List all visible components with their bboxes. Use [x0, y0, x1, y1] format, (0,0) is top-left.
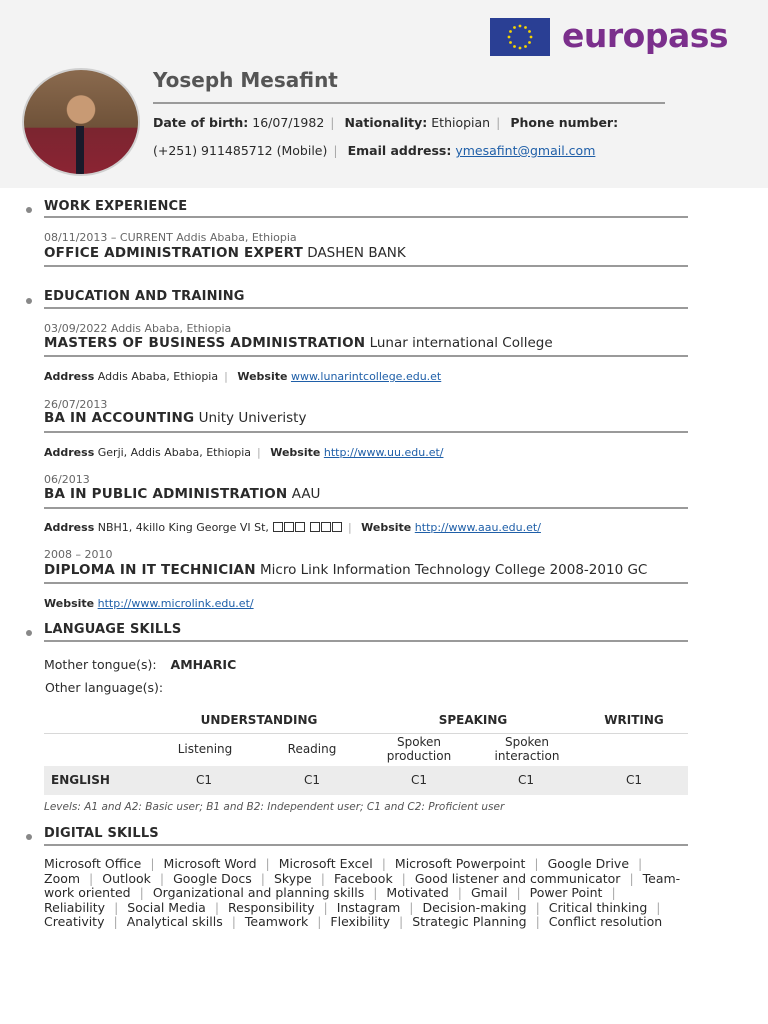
website-label: Website [44, 597, 95, 610]
sub-reading: Reading [287, 742, 337, 756]
skill-item: Outlook [102, 870, 151, 886]
skill-item: Gmail [471, 885, 508, 901]
mother-tongue-label: Mother tongue(s): [44, 657, 157, 672]
skill-item: Power Point [529, 885, 603, 901]
work-org: DASHEN BANK [307, 245, 406, 261]
skill-separator: | [409, 899, 414, 915]
name-divider [153, 102, 665, 104]
skill-item: Conflict resolution [548, 914, 663, 930]
personal-info-line-1: Date of birth: 16/07/1982 | Nationality: Ethiopian | Phone number: [153, 115, 619, 130]
other-languages-label: Other language(s): [45, 680, 164, 695]
digital-section-title: DIGITAL SKILLS [44, 826, 159, 841]
edu-degree: MASTERS OF BUSINESS ADMINISTRATION [44, 335, 366, 351]
skill-separator: | [535, 914, 540, 930]
skill-separator: | [265, 856, 270, 871]
language-table-row [44, 766, 688, 795]
skill-item: Google Drive [547, 856, 630, 871]
skill-separator: | [320, 870, 325, 886]
edu-entry [44, 486, 320, 502]
education-section-title: EDUCATION AND TRAINING [44, 289, 245, 304]
section-bullet [26, 834, 32, 840]
skill-separator: | [381, 856, 386, 871]
skill-item: Teamwork [244, 914, 309, 930]
skill-item: Critical thinking [548, 899, 648, 915]
skill-item: Microsoft Powerpoint [394, 856, 526, 871]
skill-item: Analytical skills [126, 914, 223, 930]
section-rule [44, 844, 688, 846]
edu-degree: DIPLOMA IN IT TECHNICIAN [44, 562, 256, 578]
address-value: Gerji, Addis Ababa, Ethiopia [97, 446, 252, 459]
sub-listening: Listening [177, 742, 233, 756]
skill-separator: | [401, 870, 406, 886]
skill-item: Reliability [44, 899, 106, 915]
phone-label: Phone number: [510, 115, 619, 130]
header-speaking: SPEAKING [438, 713, 508, 727]
edu-detail: Address Addis Ababa, Ethiopia | Website www.lunarintcollege.edu.et [44, 370, 442, 383]
skill-separator: | [214, 899, 220, 915]
edu-org: AAU [291, 486, 321, 502]
website-link[interactable]: http://www.aau.edu.et/ [414, 521, 541, 534]
website-label: Website [361, 521, 412, 534]
skill-separator: | [323, 899, 328, 915]
edu-org: Unity Univeristy [198, 410, 307, 426]
skill-item: Zoom [44, 870, 81, 886]
skill-item: Google Docs [173, 870, 252, 886]
skill-item: Skype [274, 870, 312, 886]
address-value: Addis Ababa, Ethiopia [97, 370, 219, 383]
skill-item: Decision-making [422, 899, 527, 915]
edu-meta: 06/2013 [44, 473, 90, 486]
dob-value: 16/07/1982 [252, 115, 325, 130]
header-understanding: UNDERSTANDING [200, 713, 318, 727]
edu-meta: 03/09/2022 Addis Ababa, Ethiopia [44, 322, 232, 335]
skill-separator: | [150, 856, 155, 871]
skill-item: Strategic Planning [412, 914, 527, 930]
address-label: Address [44, 446, 95, 459]
skill-separator: | [139, 885, 144, 901]
entry-rule [44, 355, 688, 357]
entry-rule [44, 431, 688, 433]
edu-org: Micro Link Information Technology College 2008-2010 GC [260, 562, 648, 578]
section-rule [44, 216, 688, 218]
dob-label: Date of birth: [153, 115, 249, 130]
skill-item: Good listener and communicator [414, 870, 621, 886]
skill-separator: | [260, 870, 266, 886]
section-bullet [26, 207, 32, 213]
edu-org: Lunar international College [369, 335, 553, 351]
website-link[interactable]: http://www.uu.edu.et/ [323, 446, 444, 459]
skill-separator: | [317, 914, 322, 930]
digital-skills-list [44, 857, 684, 930]
level-listening: C1 [195, 773, 212, 787]
work-role: OFFICE ADMINISTRATION EXPERT [44, 245, 303, 261]
mother-tongue-row [44, 657, 236, 672]
skill-separator: | [113, 914, 118, 930]
skill-separator: | [114, 899, 119, 915]
entry-rule [44, 265, 688, 267]
skill-separator: | [516, 885, 521, 901]
edu-entry [44, 410, 306, 426]
level-spoken-interaction: C1 [517, 773, 534, 787]
europass-logo-text: europass [562, 16, 728, 55]
section-rule [44, 640, 688, 642]
skill-separator: | [89, 870, 94, 886]
skill-item: Team-work oriented [44, 870, 681, 901]
address-label: Address [44, 521, 95, 534]
email-link[interactable]: ymesafint@gmail.com [455, 143, 596, 158]
eu-flag-icon [490, 18, 550, 56]
skill-separator: | [457, 885, 463, 901]
website-link[interactable]: www.lunarintcollege.edu.et [290, 370, 442, 383]
nationality-value: Ethiopian [431, 115, 491, 130]
table-divider [44, 733, 688, 734]
level-writing: C1 [625, 773, 642, 787]
skill-separator: | [373, 885, 378, 901]
skill-item: Responsibility [228, 899, 315, 915]
level-spoken-production: C1 [410, 773, 427, 787]
skill-item: Social Media [127, 899, 206, 915]
address-label: Address [44, 370, 95, 383]
nationality-label: Nationality: [344, 115, 428, 130]
website-label: Website [237, 370, 288, 383]
skill-separator: | [656, 899, 661, 915]
website-label: Website [270, 446, 321, 459]
skill-item: Instagram [336, 899, 401, 915]
personal-info-line-2: (+251) 911485712 (Mobile) | Email address: ymesafint@gmail.com [153, 143, 596, 158]
email-label: Email address: [347, 143, 452, 158]
section-rule [44, 307, 688, 309]
skill-separator: | [638, 856, 643, 871]
work-entry [44, 245, 406, 261]
skill-item: Creativity [44, 914, 105, 930]
sub-spoken-production: Spoken production [386, 735, 452, 763]
skill-item: Facebook [333, 870, 393, 886]
sub-spoken-interaction: Spoken interaction [494, 735, 560, 763]
edu-detail: Address NBH1, 4killo King George VI St, | Website http://www.aau.edu.et/ [44, 521, 541, 534]
skill-separator: | [399, 914, 404, 930]
header-writing: WRITING [604, 713, 664, 727]
missing-glyph-boxes [272, 521, 342, 534]
edu-entry [44, 335, 553, 351]
skill-item: Microsoft Word [163, 856, 257, 871]
edu-degree: BA IN ACCOUNTING [44, 410, 195, 426]
skill-separator: | [629, 870, 634, 886]
skill-separator: | [534, 856, 539, 871]
skill-separator: | [159, 870, 165, 886]
candidate-name: Yoseph Mesafint [153, 68, 338, 92]
website-link[interactable]: http://www.microlink.edu.et/ [97, 597, 254, 610]
skill-separator: | [231, 914, 236, 930]
skill-item: Microsoft Office [44, 856, 142, 871]
section-bullet [26, 630, 32, 636]
language-section-title: LANGUAGE SKILLS [44, 622, 182, 637]
work-meta: 08/11/2013 – CURRENT Addis Ababa, Ethiopia [44, 231, 297, 244]
entry-rule [44, 507, 688, 509]
language-name: ENGLISH [51, 773, 110, 787]
section-bullet [26, 298, 32, 304]
edu-entry [44, 562, 647, 578]
skill-separator: | [535, 899, 540, 915]
level-reading: C1 [303, 773, 320, 787]
skill-item: Flexibility [330, 914, 391, 930]
edu-detail [44, 597, 254, 610]
work-section-title: WORK EXPERIENCE [44, 199, 188, 214]
entry-rule [44, 582, 688, 584]
profile-photo [22, 68, 140, 176]
skill-item: Organizational and planning skills [152, 885, 365, 901]
edu-degree: BA IN PUBLIC ADMINISTRATION [44, 486, 288, 502]
phone-value: (+251) 911485712 (Mobile) [153, 143, 328, 158]
skill-item: Microsoft Excel [278, 856, 373, 871]
edu-meta: 2008 – 2010 [44, 548, 113, 561]
address-value: NBH1, 4killo King George VI St, [97, 521, 269, 534]
mother-tongue-value: AMHARIC [170, 657, 237, 672]
skill-separator: | [611, 885, 616, 901]
edu-detail: Address Gerji, Addis Ababa, Ethiopia | Website http://www.uu.edu.et/ [44, 446, 444, 459]
levels-note: Levels: A1 and A2: Basic user; B1 and B2: Independent user; C1 and C2: Proficient user [44, 801, 505, 813]
edu-meta: 26/07/2013 [44, 398, 108, 411]
skill-item: Motivated [386, 885, 449, 901]
